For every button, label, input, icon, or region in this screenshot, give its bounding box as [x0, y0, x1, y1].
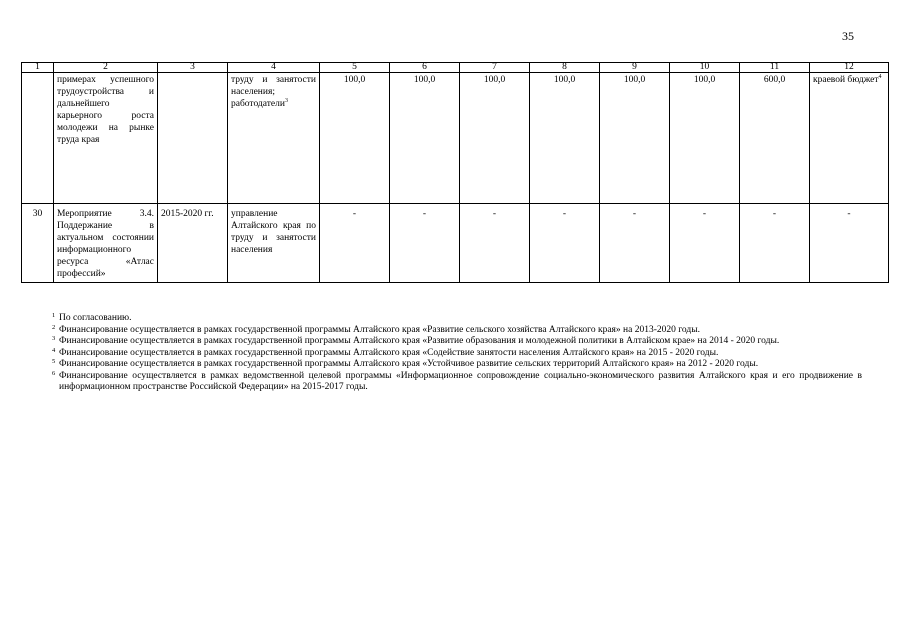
amount-cell: 100,0: [530, 73, 600, 204]
footnotes: [52, 313, 862, 394]
activity-name-cell: примерах успешного трудоустройства и дальнейшего карьерного роста молодежи на рынке труда края: [54, 73, 158, 204]
footnote: [52, 359, 862, 371]
footnote-mark: 3: [52, 335, 56, 342]
total-amount-cell: 600,0: [740, 73, 810, 204]
funding-source-cell: -: [810, 204, 889, 283]
period-cell: [158, 73, 228, 204]
funding-source-cell: [810, 73, 889, 204]
amount-cell: 100,0: [460, 73, 530, 204]
header-cell: 12: [810, 63, 889, 73]
header-cell: 10: [670, 63, 740, 73]
program-activities-table: [21, 62, 889, 283]
footnote-mark: 1: [52, 312, 56, 319]
footnote: [52, 371, 862, 394]
footnote-text: По согласованию.: [59, 313, 132, 323]
footnote: [52, 313, 862, 325]
amount-cell: 100,0: [670, 73, 740, 204]
footnote: [52, 348, 862, 360]
total-amount-cell: -: [740, 204, 810, 283]
footnote-mark: 2: [52, 323, 56, 331]
footnote-text: Финансирование осуществляется в рамках государственной программы Алтайского края «Устойчивое развитие сельских территорий Алтайского края» на 2012 - 2020 годы.: [59, 359, 759, 369]
footnote: [52, 325, 862, 337]
amount-cell: -: [460, 204, 530, 283]
header-cell: 5: [320, 63, 390, 73]
footnote-mark: 4: [52, 346, 56, 354]
header-cell: 11: [740, 63, 810, 73]
footnote-text: Финансирование осуществляется в рамках государственной программы Алтайского края «Развитие сельского хозяйства Алтайского края» на 2013-2020 годы.: [59, 324, 700, 335]
header-cell: 7: [460, 63, 530, 73]
period-cell: 2015-2020 гг.: [158, 204, 228, 283]
footnote: [52, 336, 862, 348]
footnote-ref: 3: [284, 97, 288, 104]
amount-cell: -: [670, 204, 740, 283]
table-row: [22, 204, 889, 283]
row-number-cell: [22, 73, 54, 204]
row-number-cell: 30: [22, 204, 54, 283]
amount-cell: 100,0: [390, 73, 460, 204]
header-cell: 6: [390, 63, 460, 73]
footnote-text: Финансирование осуществляется в рамках государственной программы Алтайского края «Развитие образования и молодежной политики в Алтайском крае» на 2014 - 2020 годы.: [59, 336, 780, 346]
footnote-mark: 6: [52, 369, 56, 377]
header-cell: 9: [600, 63, 670, 73]
executor-text: труду и занятости населения; работодатели: [231, 75, 316, 109]
amount-cell: 100,0: [600, 73, 670, 204]
funding-source-text: краевой бюджет: [813, 75, 879, 85]
table-row: [22, 73, 889, 204]
footnote-mark: 5: [52, 358, 56, 365]
amount-cell: -: [320, 204, 390, 283]
footnote-text: Финансирование осуществляется в рамках государственной программы Алтайского края «Содействие занятости населения Алтайского края» на 2015 - 2020 годы.: [59, 347, 719, 358]
header-cell: 4: [228, 63, 320, 73]
header-cell: 8: [530, 63, 600, 73]
amount-cell: 100,0: [320, 73, 390, 204]
page-number: 35: [842, 29, 854, 43]
header-cell: 3: [158, 63, 228, 73]
amount-cell: -: [390, 204, 460, 283]
footnote-text: Финансирование осуществляется в рамках ведомственной целевой программы «Информационное сопровождение социально-экономического развития Алтайского края и его продвижение в информационном пространстве Российской Федерации» на 2015-2017 годы.: [59, 370, 862, 392]
header-cell: 1: [22, 63, 54, 73]
activity-name-cell: Мероприятие 3.4. Поддержание в актуальном состоянии информационного ресурса «Атлас профессий»: [54, 204, 158, 283]
amount-cell: -: [600, 204, 670, 283]
amount-cell: -: [530, 204, 600, 283]
executor-cell: [228, 73, 320, 204]
table-header-row: [22, 63, 889, 73]
executor-cell: управление Алтайского края по труду и занятости населения: [228, 204, 320, 283]
header-cell: 2: [54, 63, 158, 73]
footnote-ref: 4: [878, 73, 882, 80]
